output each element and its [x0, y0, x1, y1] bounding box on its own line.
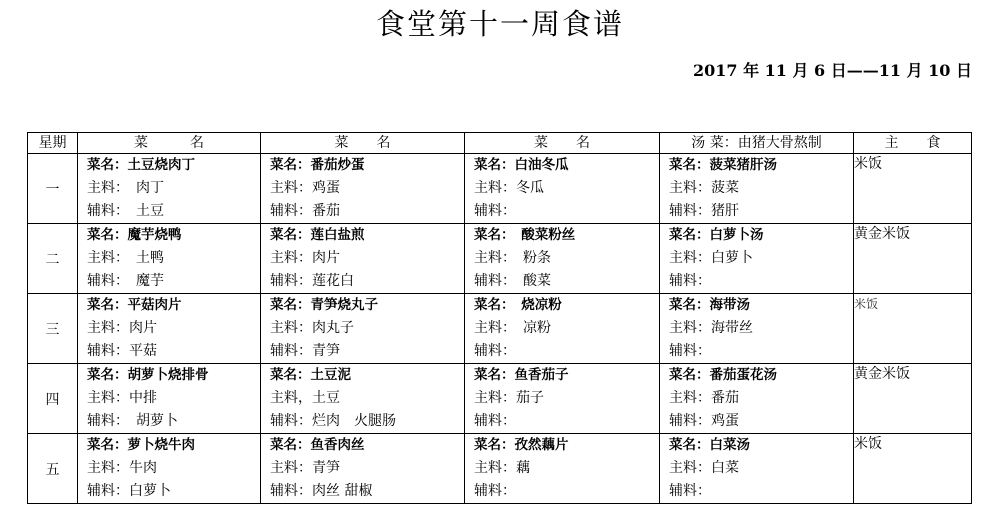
dish-name: 菜名：魔芋烧鸭	[87, 227, 182, 243]
side-ingredient: 辅料：白萝卜	[87, 483, 171, 499]
main-ingredient: 主料：中排	[87, 390, 157, 406]
header-dish-2: 菜 名	[261, 133, 465, 154]
side-ingredient: 辅料：番茄	[270, 203, 340, 219]
table-row	[28, 434, 972, 504]
dish-name: 菜名： 酸菜粉丝	[474, 227, 576, 243]
dish-cell	[465, 154, 660, 224]
dish-cell	[78, 364, 261, 434]
main-ingredient: 主料：海带丝	[669, 320, 753, 336]
header-dish-1: 菜 名	[78, 133, 261, 154]
dish-name: 菜名：鱼香肉丝	[270, 437, 365, 453]
weekday-cell: 三	[28, 294, 78, 364]
dish-name: 菜名：莲白盐煎	[270, 227, 365, 243]
side-ingredient: 辅料：	[669, 483, 711, 499]
soup-cell	[660, 154, 854, 224]
side-ingredient: 辅料：	[669, 343, 711, 359]
dish-cell	[465, 434, 660, 504]
header-weekday: 星期	[28, 133, 78, 154]
dish-cell	[261, 154, 465, 224]
dish-name: 菜名：青笋烧丸子	[270, 297, 378, 313]
header-row	[28, 133, 972, 154]
header-staple: 主 食	[854, 133, 972, 154]
side-ingredient: 辅料： 酸菜	[474, 273, 551, 289]
side-ingredient: 辅料：	[669, 273, 711, 289]
main-ingredient: 主料：白萝卜	[669, 250, 753, 266]
table-row	[28, 364, 972, 434]
dish-cell	[78, 434, 261, 504]
dish-name: 菜名：萝卜烧牛肉	[87, 437, 195, 453]
dish-name: 菜名：土豆泥	[270, 367, 351, 383]
table-row	[28, 294, 972, 364]
side-ingredient: 辅料： 魔芋	[87, 273, 164, 289]
dish-cell	[261, 364, 465, 434]
main-ingredient: 主料，土豆	[270, 390, 340, 406]
dish-cell	[261, 224, 465, 294]
date-range: 2017 年 11 月 6 日——11 月 10 日	[692, 61, 972, 80]
side-ingredient: 辅料：猪肝	[669, 203, 739, 219]
page-title: 食堂第十一周食谱	[375, 7, 624, 41]
dish-name: 菜名：平菇肉片	[87, 297, 182, 313]
dish-cell	[465, 294, 660, 364]
soup-cell	[660, 224, 854, 294]
dish-name: 菜名：番茄炒蛋	[270, 157, 365, 173]
side-ingredient: 辅料： 土豆	[87, 203, 164, 219]
staple-cell: 米饭	[854, 434, 972, 504]
main-ingredient: 主料： 土鸭	[87, 250, 164, 266]
soup-cell	[660, 294, 854, 364]
dish-name: 菜名：海带汤	[669, 297, 750, 313]
main-ingredient: 主料：青笋	[270, 460, 340, 476]
dish-cell	[261, 434, 465, 504]
staple-cell: 米饭	[854, 294, 972, 364]
side-ingredient: 辅料：莲花白	[270, 273, 354, 289]
side-ingredient: 辅料：	[474, 343, 516, 359]
dish-cell	[465, 364, 660, 434]
side-ingredient: 辅料：青笋	[270, 343, 340, 359]
main-ingredient: 主料：冬瓜	[474, 180, 544, 196]
dish-name: 菜名：菠菜猪肝汤	[669, 157, 777, 173]
main-ingredient: 主料：鸡蛋	[270, 180, 340, 196]
main-ingredient: 主料：白菜	[669, 460, 739, 476]
dish-name: 菜名：土豆烧肉丁	[87, 157, 195, 173]
dish-name: 菜名：白油冬瓜	[474, 157, 569, 173]
dish-name: 菜名：番茄蛋花汤	[669, 367, 777, 383]
side-ingredient: 辅料：	[474, 483, 516, 499]
side-ingredient: 辅料： 胡萝卜	[87, 413, 178, 429]
soup-cell	[660, 434, 854, 504]
table-row	[28, 154, 972, 224]
dish-name: 菜名：白萝卜汤	[669, 227, 764, 243]
dish-name: 菜名： 烧凉粉	[474, 297, 562, 313]
dish-name: 菜名：孜然藕片	[474, 437, 569, 453]
main-ingredient: 主料：牛肉	[87, 460, 157, 476]
staple-cell: 黄金米饭	[854, 224, 972, 294]
side-ingredient: 辅料：	[474, 203, 516, 219]
main-ingredient: 主料：肉丸子	[270, 320, 354, 336]
dish-cell	[78, 294, 261, 364]
staple-cell: 黄金米饭	[854, 364, 972, 434]
table-row	[28, 224, 972, 294]
soup-cell	[660, 364, 854, 434]
weekday-cell: 一	[28, 154, 78, 224]
main-ingredient: 主料：肉片	[270, 250, 340, 266]
dish-name: 菜名：白菜汤	[669, 437, 750, 453]
main-ingredient: 主料：肉片	[87, 320, 157, 336]
header-dish-3: 菜 名	[465, 133, 660, 154]
main-ingredient: 主料：茄子	[474, 390, 544, 406]
main-ingredient: 主料：番茄	[669, 390, 739, 406]
side-ingredient: 辅料：	[474, 413, 516, 429]
dish-name: 菜名：胡萝卜烧排骨	[87, 367, 209, 383]
main-ingredient: 主料： 凉粉	[474, 320, 551, 336]
dish-cell	[78, 154, 261, 224]
side-ingredient: 辅料：烂肉 火腿肠	[270, 413, 396, 429]
weekday-cell: 四	[28, 364, 78, 434]
dish-cell	[261, 294, 465, 364]
side-ingredient: 辅料：鸡蛋	[669, 413, 739, 429]
side-ingredient: 辅料：平菇	[87, 343, 157, 359]
side-ingredient: 辅料：肉丝 甜椒	[270, 483, 373, 499]
main-ingredient: 主料： 粉条	[474, 250, 551, 266]
header-soup: 汤 菜：由猪大骨熬制	[660, 133, 854, 154]
staple-cell: 米饭	[854, 154, 972, 224]
main-ingredient: 主料： 肉丁	[87, 180, 164, 196]
weekday-cell: 五	[28, 434, 78, 504]
main-ingredient: 主料：菠菜	[669, 180, 739, 196]
main-ingredient: 主料：藕	[474, 460, 530, 476]
dish-name: 菜名：鱼香茄子	[474, 367, 569, 383]
dish-cell	[465, 224, 660, 294]
menu-table	[27, 132, 972, 504]
dish-cell	[78, 224, 261, 294]
weekday-cell: 二	[28, 224, 78, 294]
